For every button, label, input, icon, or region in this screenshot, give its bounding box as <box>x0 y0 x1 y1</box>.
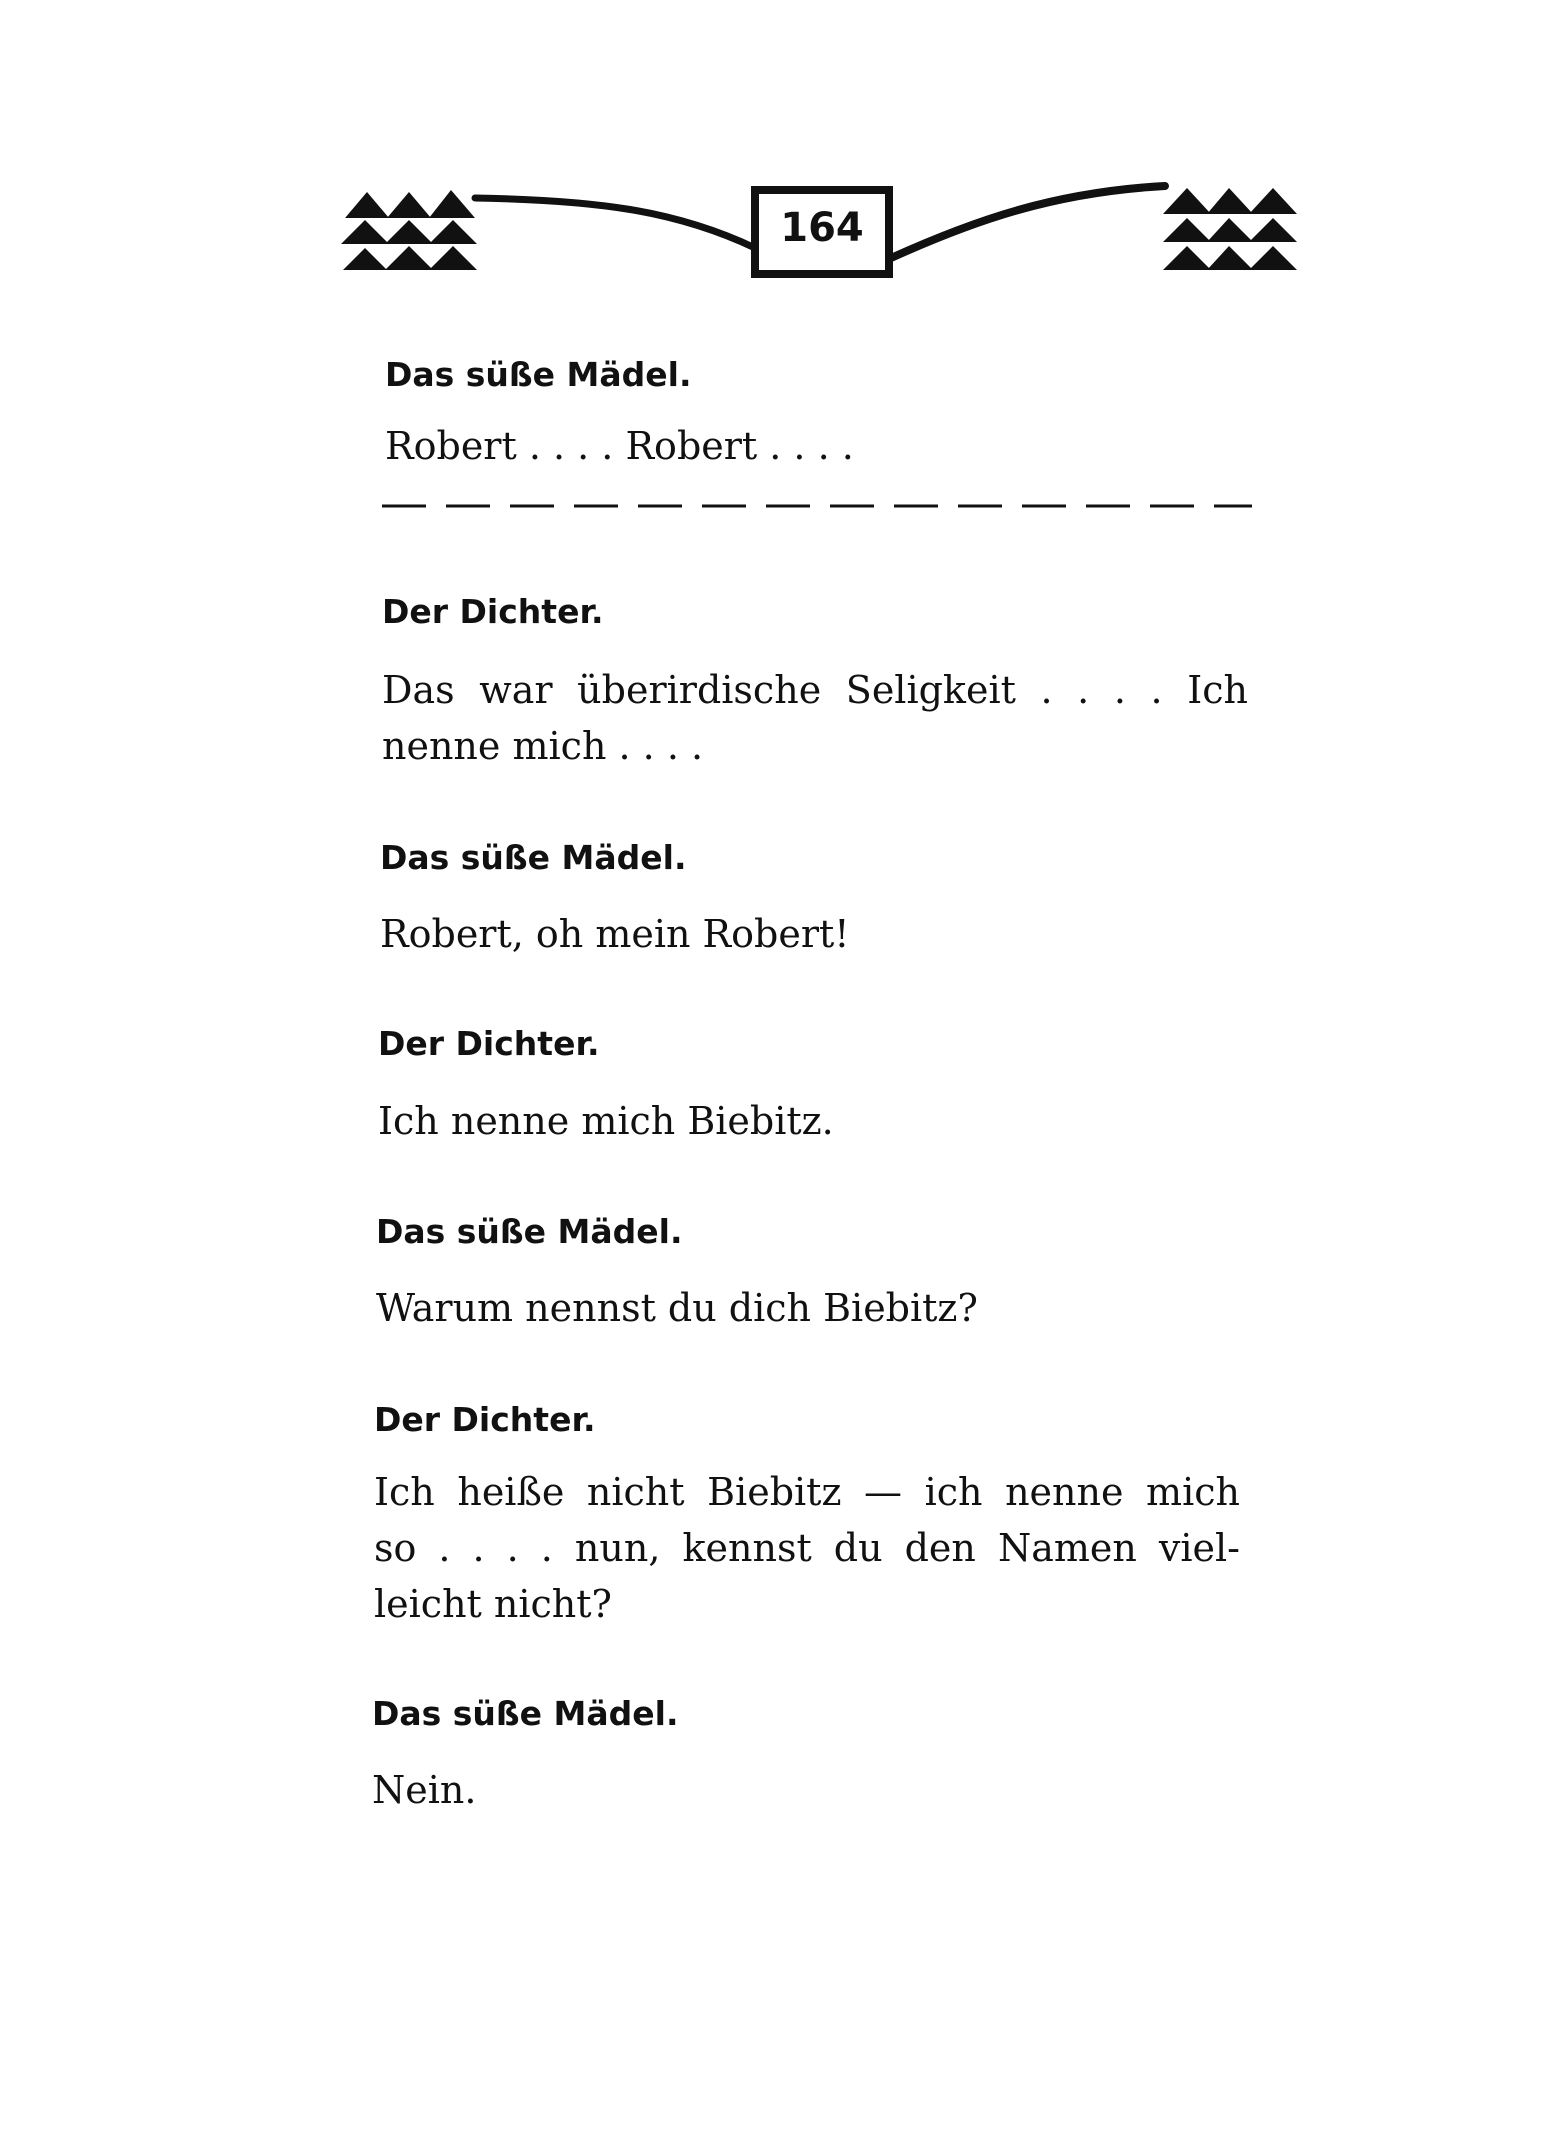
dialogue-line: so . . . . nun, kennst du den Namen viel- <box>374 1526 1240 1570</box>
dialogue-line: Ich nenne mich Biebitz. <box>378 1099 834 1143</box>
dialogue-line: Robert . . . . Robert . . . . <box>385 424 854 468</box>
speaker-label: Das süße Mädel. <box>372 1694 679 1733</box>
dashed-separator <box>382 494 1252 518</box>
dialogue-line: Nein. <box>372 1768 477 1812</box>
dialogue-line: Das war überirdische Seligkeit . . . . Ich <box>382 668 1248 712</box>
speaker-label: Das süße Mädel. <box>380 838 687 877</box>
speaker-label: Der Dichter. <box>382 592 604 631</box>
speaker-label: Das süße Mädel. <box>376 1212 683 1251</box>
dialogue-line: Ich heiße nicht Biebitz — ich nenne mich <box>374 1470 1240 1514</box>
page-number: 164 <box>780 205 864 251</box>
dialogue-line: leicht nicht? <box>374 1582 612 1626</box>
left-triangle-cluster <box>341 190 477 270</box>
speaker-label: Das süße Mädel. <box>385 355 692 394</box>
right-triangle-cluster <box>1163 188 1297 270</box>
left-swash <box>475 198 755 248</box>
right-swash <box>891 186 1165 258</box>
dialogue-line: Warum nennst du dich Biebitz? <box>376 1286 978 1330</box>
dialogue-line: nenne mich . . . . <box>382 724 704 768</box>
dialogue-line: Robert, oh mein Robert! <box>380 912 850 956</box>
speaker-label: Der Dichter. <box>378 1024 600 1063</box>
speaker-label: Der Dichter. <box>374 1400 596 1439</box>
